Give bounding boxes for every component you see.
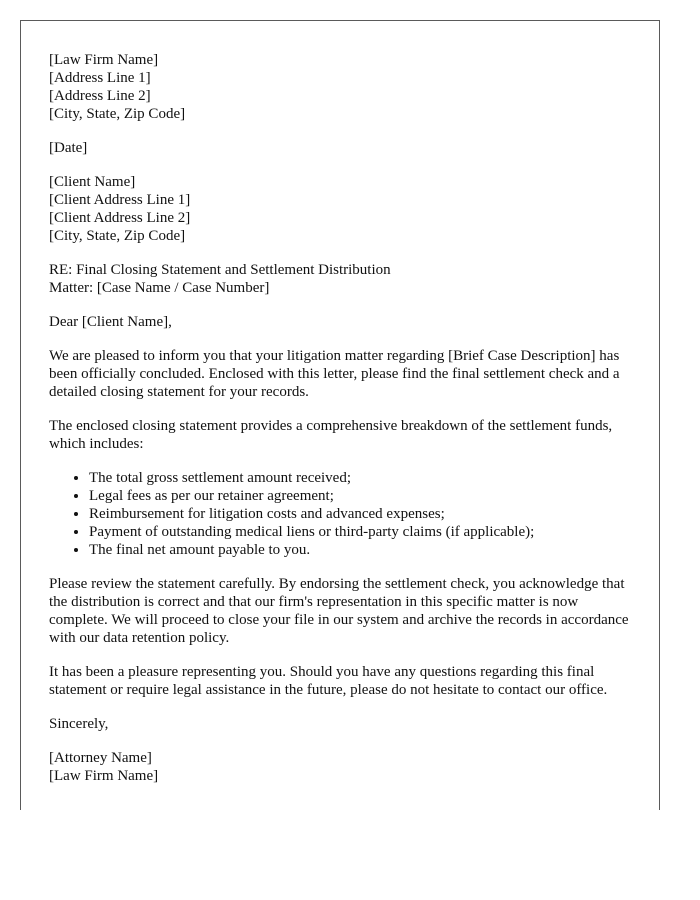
salutation: Dear [Client Name], xyxy=(49,314,172,330)
date-text: [Date] xyxy=(49,140,88,156)
subject-matter: Matter: [Case Name / Case Number] xyxy=(49,280,270,296)
signature-firm-name: [Law Firm Name] xyxy=(49,768,159,784)
letter-page xyxy=(20,20,660,810)
sender-address-line-1: [Address Line 1] xyxy=(49,70,151,86)
sender-firm-name: [Law Firm Name] xyxy=(49,52,159,68)
paragraph-review: Please review the statement carefully. By endorsing the settlement check, you acknowledge that the distribution is correct and that our firm's representation in this specific matter is now complete. We will proceed to close your file in our system and archive the records in accordance with our data retention policy. xyxy=(49,576,629,646)
recipient-address xyxy=(49,173,631,245)
recipient-name: [Client Name] xyxy=(49,174,136,190)
list-item: • Reimbursement for litigation costs and advanced expenses; xyxy=(89,505,631,523)
letter-date xyxy=(49,139,631,157)
paragraph-breakdown-intro: The enclosed closing statement provides a comprehensive breakdown of the settlement funds, which includes: xyxy=(49,418,613,452)
paragraph-closing: It has been a pleasure representing you. Should you have any questions regarding this final statement or require legal assistance in the future, please do not hesitate to contact our office. xyxy=(49,664,608,698)
recipient-address-line-2: [Client Address Line 2] xyxy=(49,210,191,226)
subject-block xyxy=(49,261,631,297)
list-item: • The total gross settlement amount received; xyxy=(89,469,631,487)
list-item: • Legal fees as per our retainer agreement; xyxy=(89,487,631,505)
sender-address xyxy=(49,51,631,123)
signature-block xyxy=(49,749,631,785)
recipient-address-line-1: [Client Address Line 1] xyxy=(49,192,191,208)
breakdown-list xyxy=(49,469,631,559)
recipient-city-state-zip: [City, State, Zip Code] xyxy=(49,228,186,244)
subject-re: RE: Final Closing Statement and Settlement Distribution xyxy=(49,262,391,278)
sender-city-state-zip: [City, State, Zip Code] xyxy=(49,106,186,122)
paragraph-intro: We are pleased to inform you that your litigation matter regarding [Brief Case Description] has been officially concluded. Enclosed with this letter, please find the final settlement check and a detailed closing statement for your records. xyxy=(49,348,620,400)
list-item: • Payment of outstanding medical liens or third-party claims (if applicable); xyxy=(89,523,631,541)
list-item: • The final net amount payable to you. xyxy=(89,541,631,559)
attorney-name: [Attorney Name] xyxy=(49,750,152,766)
sender-address-line-2: [Address Line 2] xyxy=(49,88,151,104)
signoff: Sincerely, xyxy=(49,716,109,732)
